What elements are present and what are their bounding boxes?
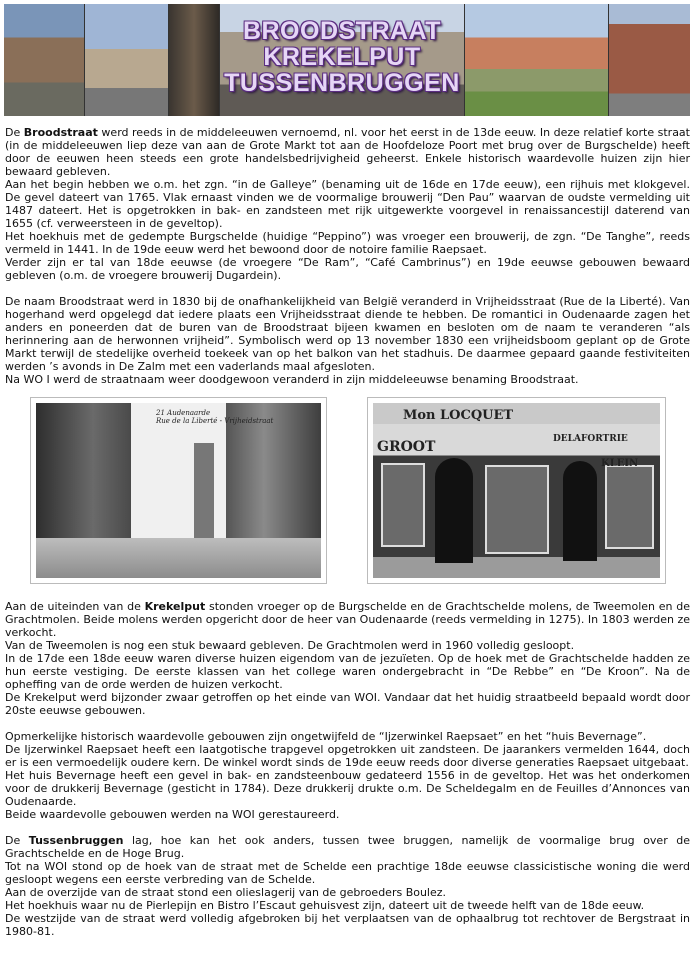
banner-title-line: TUSSENBRUGGEN [224, 69, 460, 97]
paragraph: Tot na WOI stond op de hoek van de straat met de Schelde een prachtige 18de eeuwse classicistische woning die werd gesloopt wegens een eerste verbreding van de Schelde. [5, 860, 690, 886]
paragraph: De westzijde van de straat werd volledig afgebroken bij het verplaatsen van de ophaalbrug tot rechtover de Bergstraat in 1980-81. [5, 912, 690, 938]
paragraph: In de 17de een 18de eeuw waren diverse huizen eigendom van de jezuïeten. Op de hoek met de Grachtschelde hadden ze hun eerste vestiging. De eerste klassen van het college waren ondergebracht in “De Rebbe” en “De Kroon”. Na de opheffing van de orde werden de huizen verkocht. [5, 652, 690, 691]
paragraph: De Krekelput werd bijzonder zwaar getroffen op het einde van WOI. Vandaar dat het huidig straatbeeld bepaald wordt door 20ste eeuwse gebouwen. [5, 691, 690, 717]
paragraph: Verder zijn er tal van 18de eeuwse (de vroegere “De Ram”, “Café Cambrinus”) en 19de eeuwse gebouwen bewaard gebleven (o.m. de vroegere brouwerij Dugardein). [5, 256, 690, 282]
text: lag, hoe kan het ook anders, tussen twee bruggen, namelijk de voormalige brug over de Grachtschelde en de Hoge Brug. [5, 834, 691, 860]
banner-photo-1 [4, 4, 84, 116]
text: De [5, 834, 29, 847]
postcard-caption [156, 409, 273, 425]
paragraph [5, 126, 690, 178]
paragraph: Het huis Bevernage heeft een gevel in bak- en zandsteenbouw gedateerd 1556 in de geveltop. Het was het onderkomen voor de drukkerij Bevernage (gesticht in 1784). Deze drukkerij drukte o.m. De Scheldegalm en de Feuilles d’Annonces van Oudenaarde. [5, 769, 690, 808]
shop-sign: Mon LOCQUET [403, 408, 514, 423]
postcard-caption-line: Rue de la Liberté - Vrijheidstraat [156, 417, 274, 425]
banner-title [220, 18, 464, 96]
banner-title-line: BROODSTRAAT [242, 17, 442, 45]
banner-photo-5 [465, 4, 608, 116]
historic-photo-street [31, 398, 326, 583]
paragraph: De naam Broodstraat werd in 1830 bij de onafhankelijkheid van België veranderd in Vrijheidsstraat (Rue de la Liberté). Van hogerhand werd opgelegd dat iedere plaats een Vrijheidsstraat diende te hebben. De romantici in Oudenaarde zagen het anders en poneerden dat de buren van de Broodstraat bijeen kwamen en besloten om de naam te veranderen “als herinnering aan de herwonnen vrijheid”. Symbolisch werd op 13 november 1830 een vrijheidsboom geplant op de Grote Markt terwijl de stedelijke overheid toekeek van op het balkon van het stadhuis. De daarmee gepaard gaande festiviteiten werden ’s avonds in De Zalm met een vaderlands maal afgesloten. [5, 295, 690, 373]
historic-photo-shop [368, 398, 665, 583]
section-broodstraat [5, 126, 690, 386]
paragraph: Beide waardevolle gebouwen werden na WOI gerestaureerd. [5, 808, 340, 821]
shop-sign: DELAFORTRIE [553, 434, 628, 444]
paragraph: De Ijzerwinkel Raepsaet heeft een laatgotische trapgevel opgetrokken uit zandsteen. De jaarankers vermelden 1644, doch er is een vermoedelijk oudere kern. De winkel wordt sinds de 19de eeuw reeds door diverse generaties Raepsaet uitgebaat. [5, 743, 690, 769]
shop-sign: KLEIN [601, 458, 639, 469]
street-name: Krekelput [144, 600, 206, 613]
banner-title-line: KREKELPUT [263, 43, 421, 71]
section-krekelput [5, 600, 690, 938]
banner-photo-3 [169, 4, 219, 116]
header-banner [4, 4, 690, 116]
street-name: Tussenbruggen [28, 834, 124, 847]
paragraph: Van de Tweemolen is nog een stuk bewaard gebleven. De Grachtmolen werd in 1960 volledig gesloopt. [5, 639, 575, 652]
text: stonden vroeger op de Burgschelde en de Grachtschelde molens, de Tweemolen en de Grachtmolen. Beide molens werden opgericht door de heer van Oudenaarde (reeds vermelding in 1275). In 1803 werden ze verkocht. [5, 600, 690, 639]
shop-sign: GROOT [377, 439, 436, 455]
postcard-caption-line: 21 Audenaarde [156, 409, 211, 417]
paragraph: Aan het begin hebben we o.m. het zgn. “in de Galleye” (benaming uit de 16de en 17de eeuw), een rijhuis met klokgevel. De gevel dateert van 1765. Vlak ernaast vinden we de voormalige brouwerij “Den Pau” waarvan de oudste vermelding uit 1487 dateert. Het is opgetrokken in bak- en zandsteen met rijk uitgewerkte voorgevel in renaissancestijl daterend van 1655 (cf. verweersteen in de geveltop). [5, 178, 690, 230]
paragraph: Na WO I werd de straatnaam weer doodgewoon veranderd in zijn middeleeuwse benaming Broodstraat. [5, 373, 579, 386]
paragraph: Aan de overzijde van de straat stond een olieslagerij van de gebroeders Boulez. [5, 886, 447, 899]
paragraph: Het hoekhuis met de gedempte Burgschelde (huidige “Peppino”) was vroeger een brouwerij, de zgn. “De Tanghe”, reeds vermeld in 1441. In de 19de eeuw werd het bewoond door de notoire familie Raepsaet. [5, 230, 690, 256]
street-name: Broodstraat [23, 126, 98, 139]
text: werd reeds in de middeleeuwen vernoemd, nl. voor het eerst in de 13de eeuw. In deze relatief korte straat (in de middeleeuwen liep deze van aan de Grote Markt tot aan de Hoofdeloze Poort met brug over de Burgschelde) heeft door de eeuwen heen steeds een grote handelsbedrijvigheid geheerst. Enkele historisch waardevolle huizen zijn hier bewaard gebleven. [5, 126, 690, 178]
banner-photo-6 [609, 4, 690, 116]
banner-photo-2 [85, 4, 168, 116]
text: De [5, 126, 24, 139]
paragraph: Het hoekhuis waar nu de Pierlepijn en Bistro l’Escaut gehuisvest zijn, dateert uit de tweede helft van de 18de eeuw. [5, 899, 645, 912]
paragraph [5, 600, 690, 639]
paragraph: Opmerkelijke historisch waardevolle gebouwen zijn ongetwijfeld de “Ijzerwinkel Raepsaet” en het “huis Bevernage”. [5, 730, 647, 743]
paragraph [5, 834, 690, 860]
text: Aan de uiteinden van de [5, 600, 145, 613]
